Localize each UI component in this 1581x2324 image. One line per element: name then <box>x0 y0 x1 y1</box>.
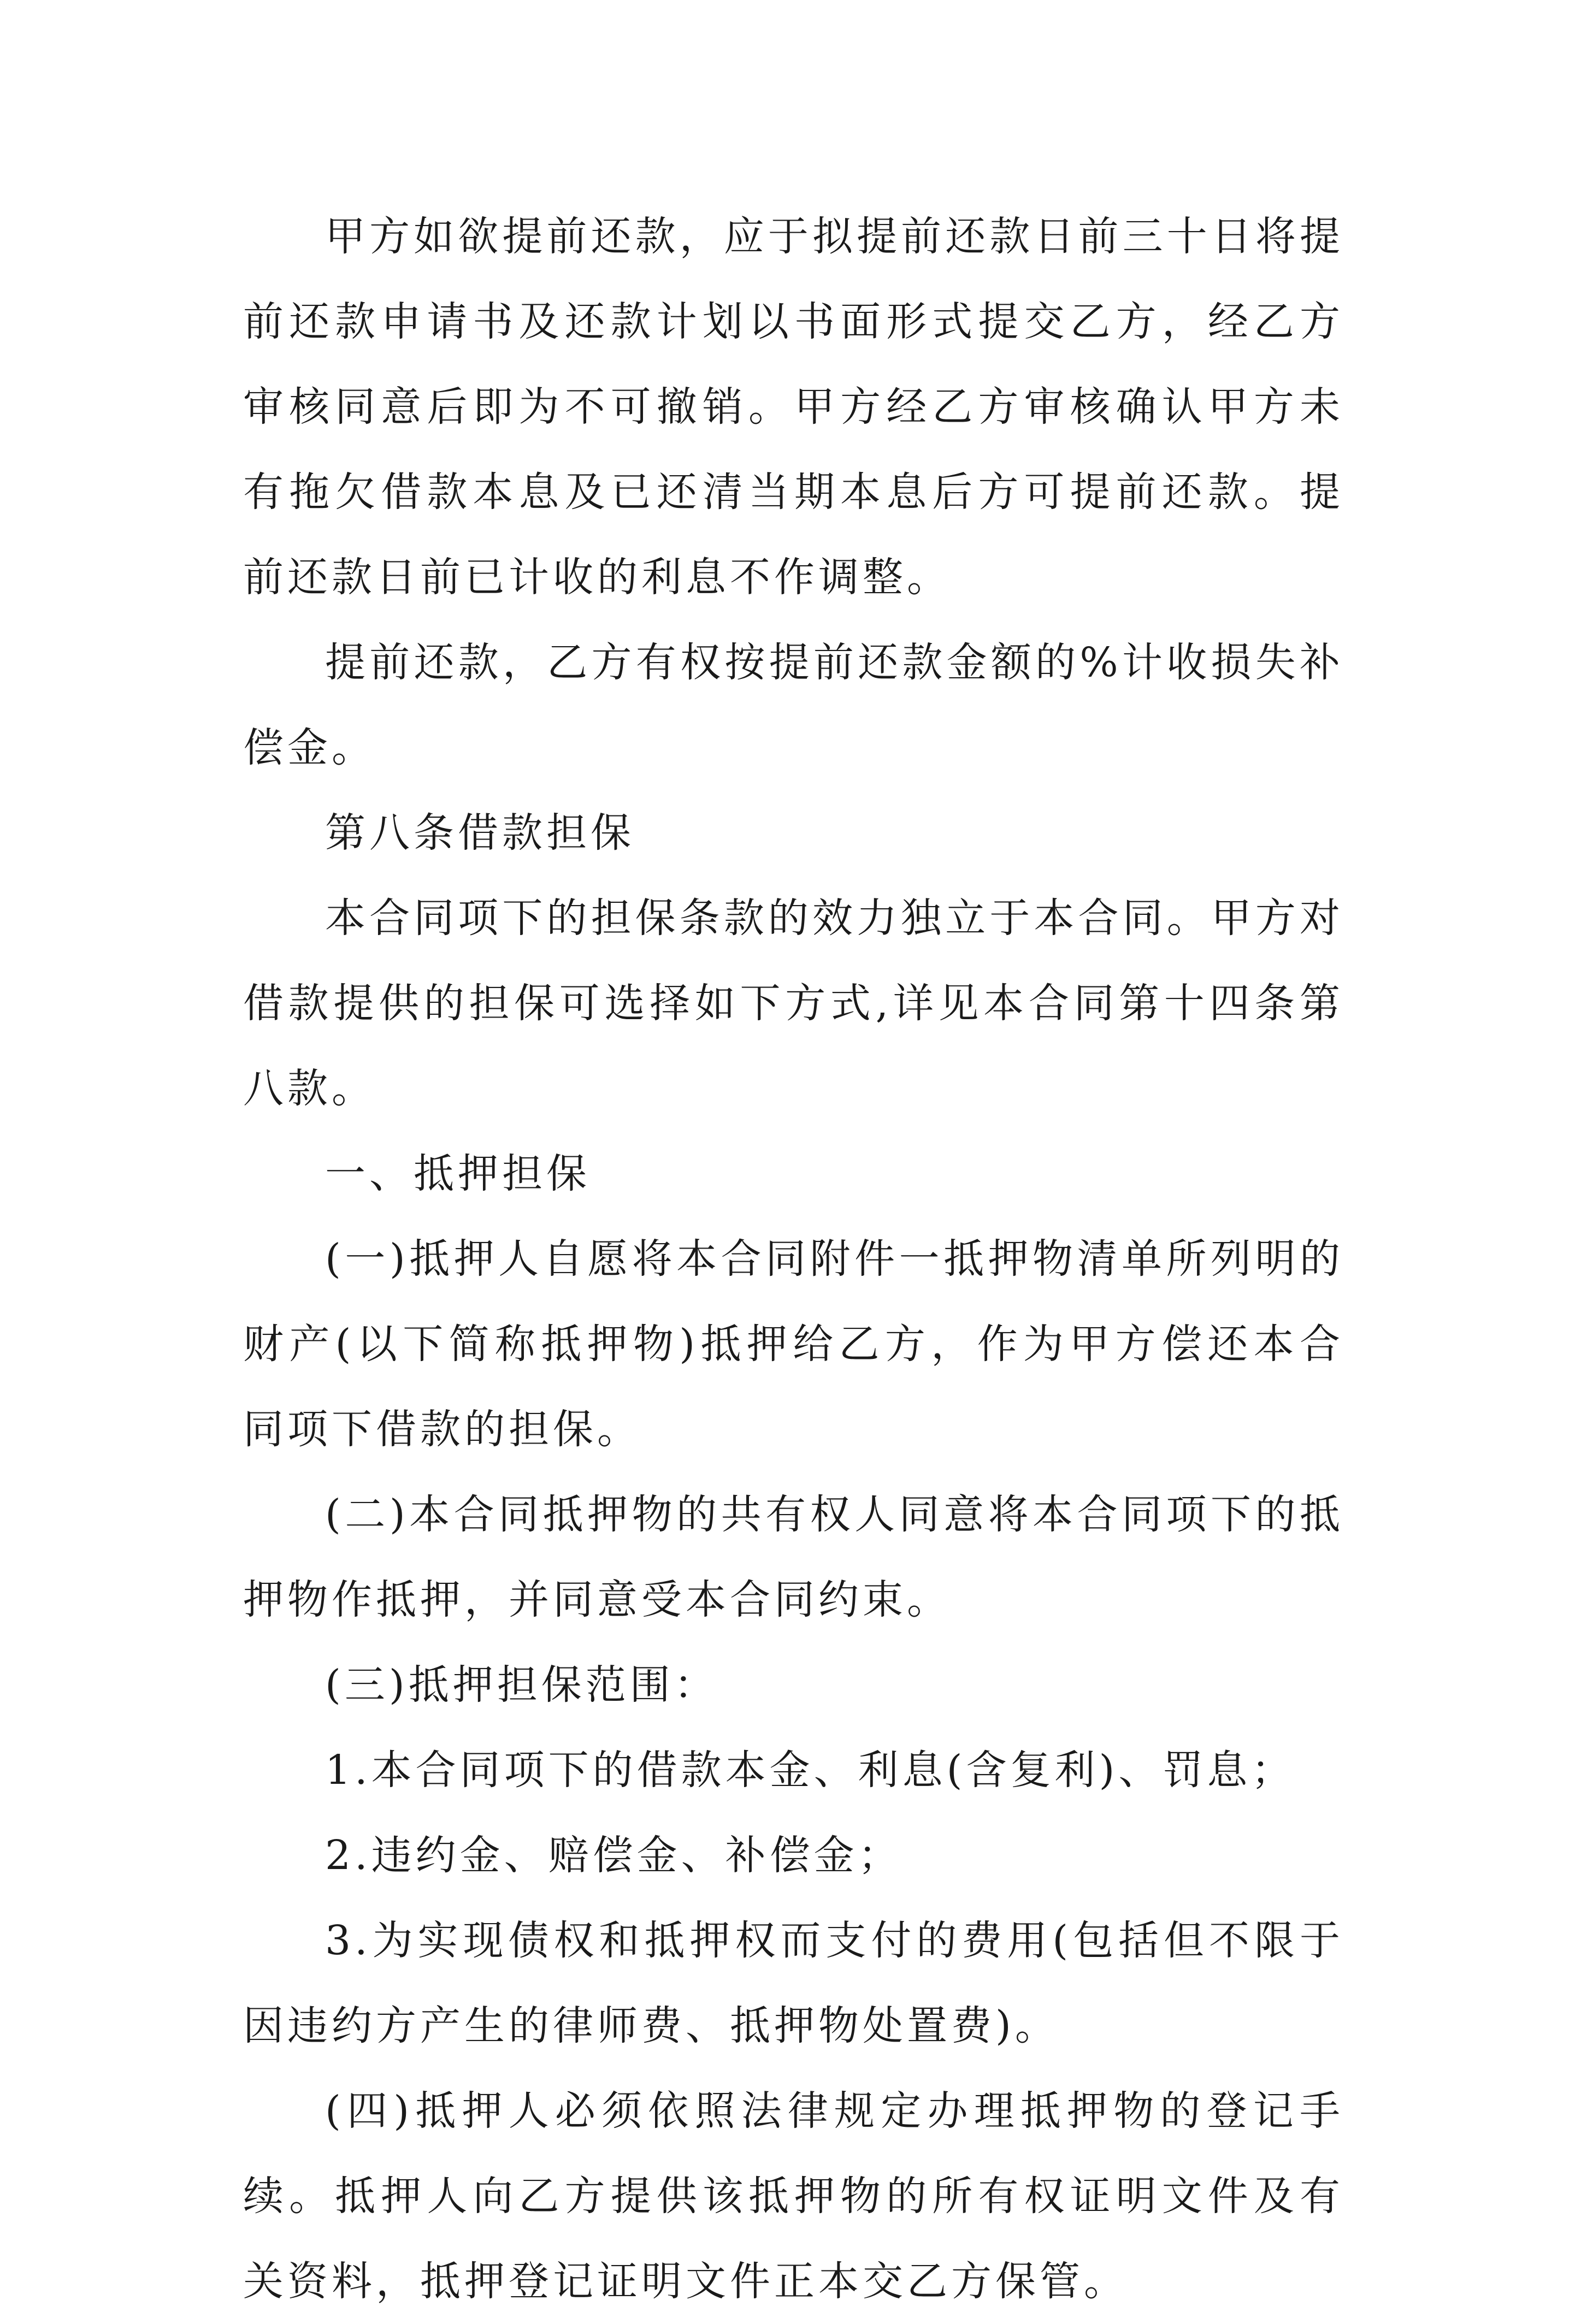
clause-2-co-owner-consent: (二)本合同抵押物的共有权人同意将本合同项下的抵押物作抵押，并同意受本合同约束。 <box>243 1491 1344 1623</box>
section-mortgage-heading: 一、抵押担保 <box>325 1150 591 1197</box>
document-body <box>243 194 1344 2324</box>
article-8-heading: 第八条借款担保 <box>325 809 635 856</box>
scope-item-3: 3.为实现债权和抵押权而支付的费用(包括但不限于因违约方产生的律师费、抵押物处置费)。 <box>243 1917 1344 2049</box>
scope-item-2: 2.违约金、赔偿金、补偿金； <box>325 1832 902 1879</box>
clause-1-mortgage-property: (一)抵押人自愿将本合同附件一抵押物清单所列明的财产(以下简称抵押物)抵押给乙方，作为甲方偿还本合同项下借款的担保。 <box>243 1235 1344 1453</box>
scope-item-1: 1.本合同项下的借款本金、利息(含复利)、罚息； <box>325 1747 1296 1794</box>
paragraph-guarantee-independence: 本合同项下的担保条款的效力独立于本合同。甲方对借款提供的担保可选择如下方式,详见本合同第十四条第八款。 <box>243 895 1344 1112</box>
clause-4-registration: (四)抵押人必须依照法律规定办理抵押物的登记手续。抵押人向乙方提供该抵押物的所有权证明文件及有关资料，抵押登记证明文件正本交乙方保管。 <box>243 2088 1344 2305</box>
paragraph-prepayment-compensation: 提前还款，乙方有权按提前还款金额的%计收损失补偿金。 <box>243 639 1344 771</box>
clause-3-scope-heading: (三)抵押担保范围： <box>325 1661 718 1708</box>
paragraph-prepayment-procedure: 甲方如欲提前还款，应于拟提前还款日前三十日将提前还款申请书及还款计划以书面形式提交乙方，经乙方审核同意后即为不可撤销。甲方经乙方审核确认甲方未有拖欠借款本息及已还清当期本息后方可提前还款。提前还款日前已计收的利息不作调整。 <box>243 213 1344 601</box>
